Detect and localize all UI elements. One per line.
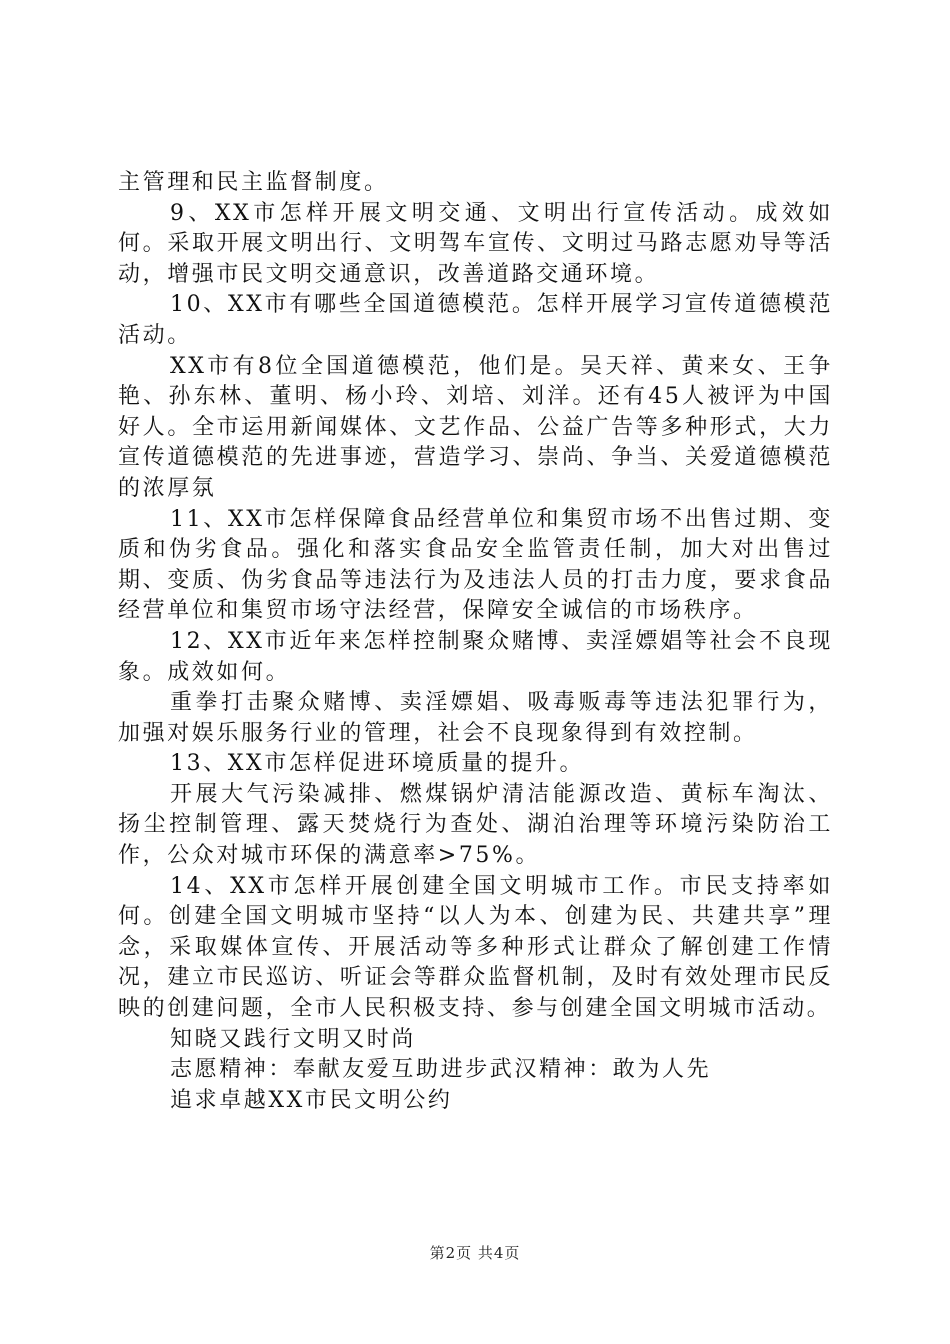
- document-body: [118, 168, 833, 1116]
- paragraph: XX市有8位全国道德模范，他们是。吴天祥、黄来女、王争艳、孙东林、董明、杨小玲、刘培、刘洋。还有45人被评为中国好人。全市运用新闻媒体、文艺作品、公益广告等多种形式，大力宣传道德模范的先进事迹，营造学习、崇尚、争当、关爱道德模范的浓厚氛: [118, 353, 833, 501]
- paragraph: 知晓又践行文明又时尚: [170, 1026, 417, 1052]
- paragraph: 11、XX市怎样保障食品经营单位和集贸市场不出售过期、变质和伪劣食品。强化和落实食品安全监管责任制，加大对出售过期、变质、伪劣食品等违法行为及违法人员的打击力度，要求食品经营单位和集贸市场守法经营，保障安全诚信的市场秩序。: [118, 506, 833, 624]
- paragraph: 9、XX市怎样开展文明交通、文明出行宣传活动。成效如何。采取开展文明出行、文明驾车宣传、文明过马路志愿劝导等活动，增强市民文明交通意识，改善道路交通环境。: [118, 200, 833, 287]
- paragraph: 10、XX市有哪些全国道德模范。怎样开展学习宣传道德模范活动。: [118, 292, 833, 348]
- paragraph: 重拳打击聚众赌博、卖淫嫖娼、吸毒贩毒等违法犯罪行为，加强对娱乐服务行业的管理，社会不良现象得到有效控制。: [118, 690, 833, 746]
- paragraph: 14、XX市怎样开展创建全国文明城市工作。市民支持率如何。创建全国文明城市坚持“以人为本、创建为民、共建共享”理念，采取媒体宣传、开展活动等多种形式让群众了解创建工作情况，建立市民巡访、听证会等群众监督机制，及时有效处理市民反映的创建问题，全市人民积极支持、参与创建全国文明城市活动。: [118, 873, 833, 1022]
- page-number: 第2页 共4页: [429, 1244, 521, 1262]
- paragraph: 主管理和民主监督制度。: [118, 170, 389, 195]
- paragraph: 追求卓越XX市民文明公约: [170, 1087, 453, 1113]
- paragraph: 志愿精神：奉献友爱互助进步武汉精神：敢为人先: [170, 1057, 712, 1083]
- paragraph: 开展大气污染减排、燃煤锅炉清洁能源改造、黄标车淘汰、扬尘控制管理、露天焚烧行为查处、湖泊治理等环境污染防治工作，公众对城市环保的满意率>75%。: [118, 781, 833, 869]
- paragraph: 12、XX市近年来怎样控制聚众赌博、卖淫嫖娼等社会不良现象。成效如何。: [118, 628, 833, 685]
- paragraph: 13、XX市怎样促进环境质量的提升。: [170, 751, 585, 777]
